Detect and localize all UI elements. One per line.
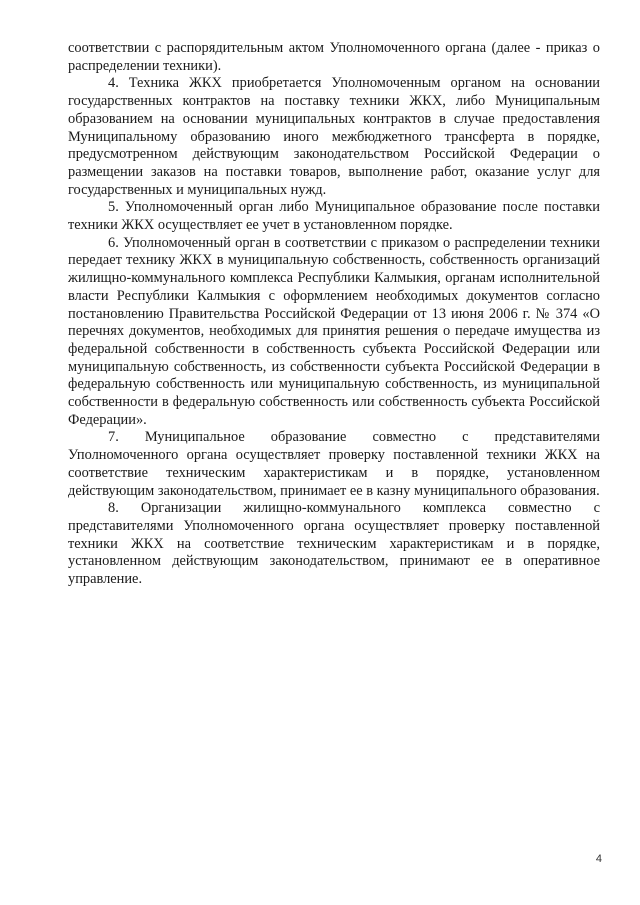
paragraph-item-5: 5. Уполномоченный орган либо Муниципальное образование после поставки техники ЖКХ осуществляет ее учет в установленном порядке. xyxy=(68,199,600,234)
paragraph-continuation: соответствии с распорядительным актом Уполномоченного органа (далее - приказ о распределении техники). xyxy=(68,40,600,74)
paragraph-item-4: 4. Техника ЖКХ приобретается Уполномоченным органом на основании государственных контрактов на поставку техники ЖКХ, либо Муниципальным образованием на основании муниципальных контрактов в случае предоставления Муниципальному образованию иного межбюджетного трансферта в порядке, предусмотренном действующим законодательством Российской Федерации о размещении заказов на поставки товаров, выполнение работ, оказание услуг для государственных и муниципальных нужд. xyxy=(68,75,600,198)
document-body xyxy=(68,40,600,589)
paragraph-item-6: 6. Уполномоченный орган в соответствии с приказом о распределении техники передает технику ЖКХ в муниципальную собственность, собственность организаций жилищно-коммунального комплекса Республики Калмыкия, органам исполнительной власти Республики Калмыкия с оформлением необходимых документов согласно постановлению Правительства Российской Федерации от 13 июня 2006 г. № 374 «О перечнях документов, необходимых для принятия решения о передаче имущества из федеральной собственности в собственность субъекта Российской Федерации или муниципальную собственность, из собственности субъекта Российской Федерации в федеральную собственность или муниципальную собственность, из муниципальной собственности в федеральную собственность или собственность субъекта Российской Федерации». xyxy=(68,234,600,428)
paragraph-item-7: 7. Муниципальное образование совместно с представителями Уполномоченного органа осуществляет проверку поставленной техники ЖКХ на соответствие техническим характеристикам и в порядке, установленном действующим законодательством, принимает ее в казну муниципального образования. xyxy=(68,429,600,499)
paragraph-item-8: 8. Организации жилищно-коммунального комплекса совместно с представителями Уполномоченного органа осуществляет проверку поставленной техники ЖКХ на соответствие техническим характеристикам и в порядке, установленном действующим законодательством, принимают ее в оперативное управление. xyxy=(68,500,600,588)
page-number: 4 xyxy=(595,853,602,865)
